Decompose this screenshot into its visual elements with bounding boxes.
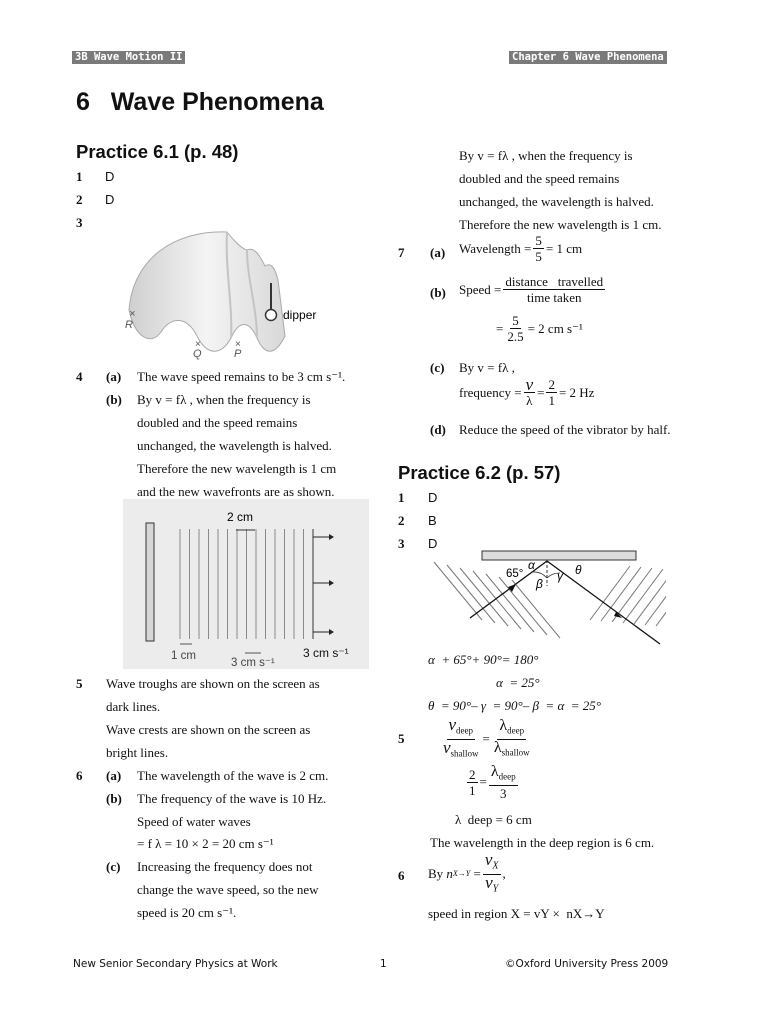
wavelength-2cm-label: 2 cm <box>227 510 254 524</box>
q7b-label: (b) <box>430 285 446 300</box>
q7d-text: Reduce the speed of the vibrator by half. <box>459 422 671 437</box>
speed-right-label: 3 cm s⁻¹ <box>303 646 349 660</box>
incident-wave-hatch <box>447 565 495 623</box>
reflection-figure <box>430 548 666 648</box>
q6b-line-3: = f λ = 10 × 2 = 20 cm s⁻¹ <box>137 836 274 851</box>
cont-line-1: By v = fλ , when the frequency is <box>459 148 633 163</box>
point-p-label: P <box>234 348 242 360</box>
q7d-label: (d) <box>430 422 446 437</box>
q2-answer: D <box>105 192 115 207</box>
q7b-equation: Speed = $\frac{\text{distance travelled}}{\text{time taken}}$ <box>459 274 604 305</box>
page-number: 1 <box>380 958 387 970</box>
q4a-label: (a) <box>106 369 122 384</box>
p2-q3-eq-3: θ = 90°– γ = 90°– β = α = 25° <box>428 698 601 713</box>
reflected-wave-hatch <box>623 569 663 623</box>
q6c-label: (c) <box>106 859 121 874</box>
point-r-label: R <box>125 319 133 331</box>
q4b-line-4: Therefore the new wavelength is 1 cm <box>137 461 337 476</box>
p2-q5-conclusion: The wavelength in the deep region is 6 cm. <box>430 835 655 850</box>
svg-text:×: × <box>195 339 201 350</box>
reflected-wave-hatch <box>601 567 641 621</box>
q6a-text: The wavelength of the wave is 2 cm. <box>137 768 329 783</box>
q6c-line-1: Increasing the frequency does not <box>137 859 313 874</box>
q6a-label: (a) <box>106 768 122 783</box>
q7c-equation: frequency = $\frac{v}{\lambda}$ = $\frac{2}{1}$ = 2 Hz <box>459 375 595 408</box>
q5-line-3: Wave crests are shown on the screen as <box>106 722 311 737</box>
speed-mid-label: 3 cm s⁻¹ <box>231 657 275 669</box>
incident-wave-hatch <box>434 562 482 620</box>
wavefronts-figure <box>123 499 369 669</box>
q6b-label: (b) <box>106 791 122 806</box>
q2-number: 2 <box>76 192 83 207</box>
reflected-wave-hatch <box>590 566 630 620</box>
p2-q1-number: 1 <box>398 490 405 505</box>
q4b-line-5: and the new wavefronts are as shown. <box>137 484 335 499</box>
q5-line-1: Wave troughs are shown on the screen as <box>106 676 320 691</box>
footer-right: ©Oxford University Press 2009 <box>505 958 669 970</box>
p2-q2-answer: B <box>428 513 437 528</box>
q4b-line-1: By v = fλ , when the frequency is <box>137 392 311 407</box>
p2-q6-number: 6 <box>398 868 405 883</box>
q1-answer: D <box>105 169 115 184</box>
wave-surface-figure <box>115 228 330 363</box>
q7b-equation-2: = $\frac{5}{2.5}$ = 2 cm s⁻¹ <box>496 313 583 344</box>
p2-q5-number: 5 <box>398 731 405 746</box>
angle-65-label: 65° <box>506 568 524 580</box>
p2-q2-number: 2 <box>398 513 405 528</box>
reflected-wave-hatch <box>634 570 666 624</box>
q6b-line-2: Speed of water waves <box>137 814 251 829</box>
q4-number: 4 <box>76 369 83 384</box>
p2-q5-result: λ deep = 6 cm <box>455 812 532 827</box>
gamma-label: γ <box>557 569 563 583</box>
svg-text:×: × <box>235 339 241 350</box>
beta-label: β <box>536 577 543 591</box>
q1-number: 1 <box>76 169 83 184</box>
q5-number: 5 <box>76 676 83 691</box>
alpha-label: α <box>528 558 535 572</box>
q7c-line: By v = fλ , <box>459 360 515 375</box>
q7c-label: (c) <box>430 360 445 375</box>
p2-q1-answer: D <box>428 490 438 505</box>
q4b-line-3: unchanged, the wavelength is halved. <box>137 438 332 453</box>
q3-number: 3 <box>76 215 83 230</box>
footer-left: New Senior Secondary Physics at Work <box>73 958 278 970</box>
svg-text:×: × <box>129 308 136 320</box>
cont-line-4: Therefore the new wavelength is 1 cm. <box>459 217 662 232</box>
p2-q3-answer: D <box>428 536 438 551</box>
wavelength-1cm-label: 1 cm <box>171 650 196 662</box>
q6c-line-3: speed is 20 cm s⁻¹. <box>137 905 237 920</box>
q4b-line-2: doubled and the speed remains <box>137 415 298 430</box>
q7a-label: (a) <box>430 245 446 260</box>
q7-number: 7 <box>398 245 405 260</box>
header-right: Chapter 6 Wave Phenomena <box>509 51 667 64</box>
p2-q6-equation: By n X→Y = $\frac{v_X}{v_Y}$ , <box>428 850 506 895</box>
p2-q5-substitution: $\frac{2}{1}$ = $\frac{\lambda_{deep}}{3}$ <box>469 763 516 801</box>
incident-wave-hatch <box>486 574 534 632</box>
q5-line-4: bright lines. <box>106 745 169 760</box>
dipper-label: dipper <box>283 308 317 322</box>
p2-q5-ratio: $\frac{v_{deep}}{v_{shallow}}$ = $\frac{\lambda_{deep}}{\lambda_{shallow}}$ <box>443 715 530 759</box>
cont-line-2: doubled and the speed remains <box>459 171 620 186</box>
practice-6-2-heading: Practice 6.2 (p. 57) <box>398 462 561 483</box>
q6c-line-2: change the wave speed, so the new <box>137 882 319 897</box>
p2-q3-eq-1: α + 65°+ 90°= 180° <box>428 652 539 667</box>
p2-q3-number: 3 <box>398 536 405 551</box>
point-q-label: Q <box>193 348 202 360</box>
p2-q3-eq-2: α = 25° <box>496 675 540 690</box>
incident-wave-hatch <box>460 568 508 626</box>
cont-line-3: unchanged, the wavelength is halved. <box>459 194 654 209</box>
q6b-line-1: The frequency of the wave is 10 Hz. <box>137 791 327 806</box>
q4b-label: (b) <box>106 392 122 407</box>
q7a-equation: Wavelength = $\frac{5}{5}$ = 1 cm <box>459 233 583 264</box>
q4a-text: The wave speed remains to be 3 cm s⁻¹. <box>137 369 346 384</box>
theta-label: θ <box>575 563 582 577</box>
practice-6-1-heading: Practice 6.1 (p. 48) <box>76 141 239 162</box>
q5-line-2: dark lines. <box>106 699 161 714</box>
header-left: 3B Wave Motion II <box>72 51 185 64</box>
q6-number: 6 <box>76 768 83 783</box>
p2-q6-line-2: speed in region X = vY × nX→Y <box>428 906 605 921</box>
page-title: 6 Wave Phenomena <box>76 88 324 116</box>
